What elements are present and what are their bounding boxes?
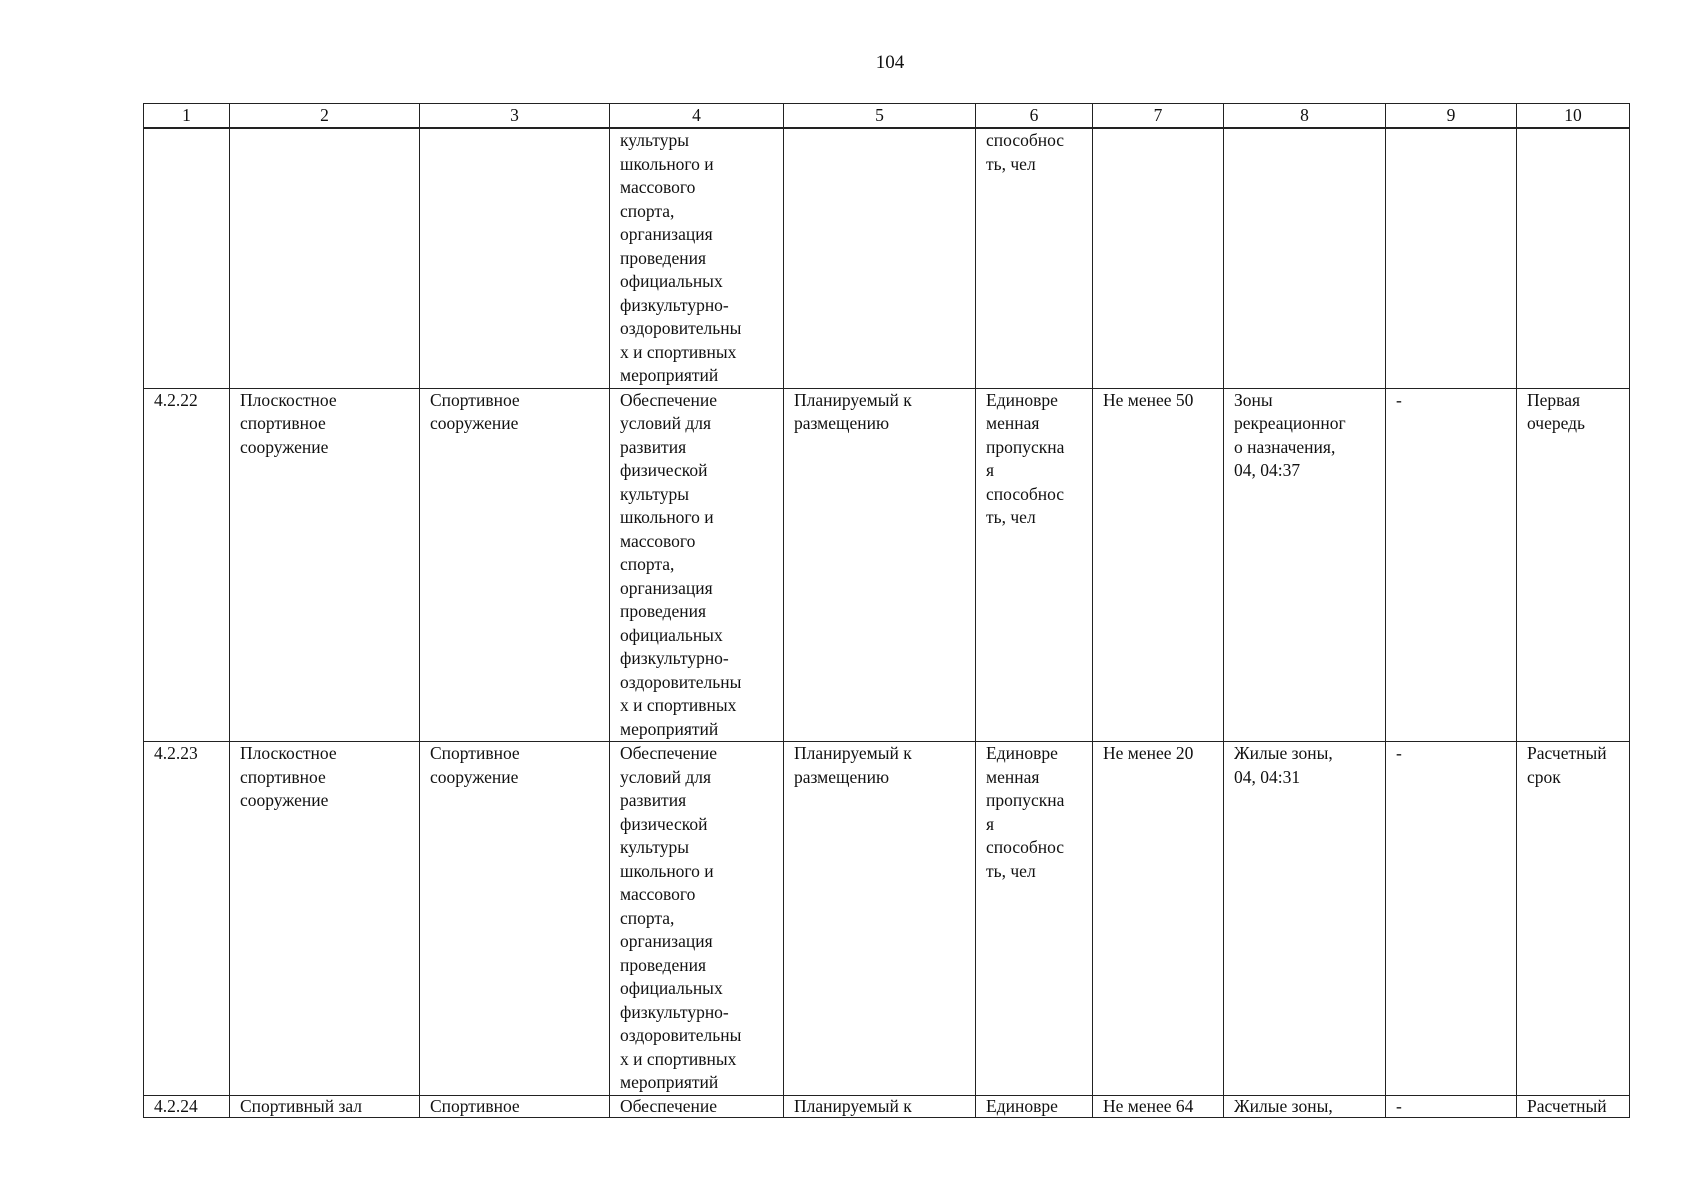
- cell-line: Расчетный: [1527, 1095, 1607, 1116]
- cell-line: проведения: [620, 954, 707, 975]
- cell-line: организация: [620, 931, 713, 951]
- cell-line: -: [1396, 743, 1402, 763]
- cell-line: школьного и: [620, 860, 714, 881]
- cell-line: мероприятий: [620, 365, 719, 385]
- cell-line: пропускна: [986, 790, 1065, 810]
- cell-line: спорта,: [620, 907, 675, 928]
- cell-empty: [1517, 128, 1630, 388]
- cell-line: Спортивное: [430, 389, 520, 410]
- cell-stage: [1517, 388, 1630, 742]
- table-row: [144, 388, 1630, 742]
- cell-line: сооружение: [430, 766, 519, 787]
- cell-line: -: [1396, 1095, 1402, 1116]
- column-number: 10: [1517, 104, 1630, 129]
- cell-line: рекреационног: [1234, 413, 1346, 433]
- cell-line: Спортивное: [430, 743, 520, 763]
- cell-type: [420, 742, 610, 1096]
- page-number: 104: [875, 52, 905, 73]
- cell-line: культуры: [620, 130, 689, 150]
- cell-status: [784, 742, 976, 1096]
- continuation-row: [144, 128, 1630, 388]
- cell-line: Спортивный зал: [240, 1095, 363, 1116]
- cell-zone: [1224, 388, 1386, 742]
- cell-col9: [1386, 1095, 1517, 1117]
- cell-line: официальных: [620, 624, 723, 645]
- cell-line: организация: [620, 577, 713, 598]
- cell-line: официальных: [620, 978, 723, 998]
- cell-line: менная: [986, 413, 1040, 433]
- cell-empty: [1093, 128, 1224, 388]
- cell-line: Планируемый к: [794, 1095, 912, 1116]
- column-number: 4: [610, 104, 784, 129]
- cell-line: официальных: [620, 271, 723, 291]
- cell-line: Единовре: [986, 743, 1058, 763]
- cell-value: [1093, 742, 1224, 1096]
- cell-line: размещению: [794, 766, 890, 787]
- cell-purpose: [610, 128, 784, 388]
- cell-line: ть, чел: [986, 860, 1036, 881]
- cell-line: ть, чел: [986, 507, 1036, 527]
- cell-line: о назначения,: [1234, 436, 1336, 457]
- cell-line: я: [986, 813, 995, 834]
- cell-line: оздоровительны: [620, 1025, 742, 1045]
- cell-number: 4.2.23: [144, 742, 230, 1096]
- cell-line: Планируемый к: [794, 743, 912, 763]
- cell-line: развития: [620, 436, 687, 457]
- cell-line: физкультурно-: [620, 1001, 729, 1022]
- cell-line: массового: [620, 177, 696, 197]
- cell-empty: [144, 128, 230, 388]
- cell-line: 04, 04:37: [1234, 460, 1301, 480]
- cell-line: Обеспечение: [620, 743, 718, 763]
- cell-line: Зоны: [1234, 389, 1273, 410]
- column-number: 2: [230, 104, 420, 129]
- cell-line: способнос: [986, 483, 1065, 504]
- cell-line: способнос: [986, 130, 1065, 150]
- cell-name: [230, 1095, 420, 1117]
- cell-line: менная: [986, 766, 1040, 787]
- cell-line: способнос: [986, 837, 1065, 857]
- column-number: 3: [420, 104, 610, 129]
- cell-line: развития: [620, 790, 687, 810]
- cell-line: Единовре: [986, 389, 1058, 410]
- cell-line: массового: [620, 530, 696, 551]
- cell-line: Спортивное: [430, 1095, 520, 1116]
- cell-characteristic: [976, 128, 1093, 388]
- cell-characteristic: [976, 388, 1093, 742]
- cell-status: [784, 1095, 976, 1117]
- cell-line: культуры: [620, 483, 689, 504]
- cell-line: ть, чел: [986, 153, 1036, 174]
- cell-line: Не менее 50: [1103, 389, 1194, 410]
- cell-line: Первая: [1527, 389, 1581, 410]
- column-number-row: [144, 104, 1630, 129]
- cell-empty: [1224, 128, 1386, 388]
- cell-line: Обеспечение: [620, 389, 718, 410]
- cell-line: школьного и: [620, 153, 714, 174]
- cell-line: физической: [620, 460, 708, 480]
- cell-line: я: [986, 460, 995, 480]
- cell-line: культуры: [620, 837, 689, 857]
- cell-line: Жилые зоны,: [1234, 1095, 1333, 1116]
- cell-line: Планируемый к: [794, 389, 912, 410]
- cell-line: условий для: [620, 413, 712, 433]
- cell-purpose: [610, 1095, 784, 1117]
- cell-purpose: [610, 388, 784, 742]
- cell-empty: [784, 128, 976, 388]
- cell-line: Не менее 20: [1103, 743, 1194, 763]
- column-number: 8: [1224, 104, 1386, 129]
- column-number: 7: [1093, 104, 1224, 129]
- cell-col9: [1386, 388, 1517, 742]
- cell-line: х и спортивных: [620, 695, 737, 715]
- cell-line: сооружение: [240, 436, 329, 457]
- cell-line: Расчетный: [1527, 743, 1607, 763]
- cell-line: очередь: [1527, 413, 1586, 433]
- cell-name: [230, 742, 420, 1096]
- cell-line: спортивное: [240, 766, 326, 787]
- cell-line: спортивное: [240, 413, 326, 433]
- cell-name: [230, 388, 420, 742]
- cell-empty: [1386, 128, 1517, 388]
- cell-line: Жилые зоны,: [1234, 743, 1333, 763]
- cell-line: спорта,: [620, 200, 675, 221]
- cell-line: -: [1396, 389, 1402, 410]
- cell-line: физкультурно-: [620, 648, 729, 668]
- cell-line: Плоскостное: [240, 743, 337, 763]
- cell-line: школьного и: [620, 507, 714, 527]
- cell-line: проведения: [620, 247, 707, 268]
- cell-characteristic: [976, 742, 1093, 1096]
- cell-characteristic: [976, 1095, 1093, 1117]
- cell-col9: [1386, 742, 1517, 1096]
- cell-zone: [1224, 1095, 1386, 1117]
- cell-line: сооружение: [430, 413, 519, 433]
- cell-line: пропускна: [986, 436, 1065, 457]
- table-row: [144, 1095, 1630, 1117]
- cell-line: 04, 04:31: [1234, 766, 1301, 787]
- cell-line: срок: [1527, 766, 1561, 787]
- cell-line: физкультурно-: [620, 294, 729, 315]
- cell-number: 4.2.22: [144, 388, 230, 742]
- cell-purpose: [610, 742, 784, 1096]
- cell-line: Не менее 64: [1103, 1095, 1194, 1116]
- column-number: 5: [784, 104, 976, 129]
- objects-table: [143, 103, 1630, 1118]
- cell-line: оздоровительны: [620, 671, 742, 692]
- cell-line: проведения: [620, 601, 707, 621]
- cell-line: оздоровительны: [620, 318, 742, 338]
- cell-stage: [1517, 742, 1630, 1096]
- cell-line: массового: [620, 884, 696, 904]
- cell-line: организация: [620, 224, 713, 244]
- table-row: [144, 742, 1630, 1096]
- cell-value: [1093, 388, 1224, 742]
- cell-line: х и спортивных: [620, 1048, 737, 1069]
- cell-line: х и спортивных: [620, 341, 737, 362]
- cell-type: [420, 388, 610, 742]
- cell-line: размещению: [794, 413, 890, 433]
- cell-line: мероприятий: [620, 1072, 719, 1092]
- cell-zone: [1224, 742, 1386, 1096]
- cell-number: 4.2.24: [144, 1095, 230, 1117]
- cell-stage: [1517, 1095, 1630, 1117]
- cell-type: [420, 1095, 610, 1117]
- cell-empty: [230, 128, 420, 388]
- column-number: 6: [976, 104, 1093, 129]
- column-number: 9: [1386, 104, 1517, 129]
- cell-line: Единовре: [986, 1095, 1058, 1116]
- cell-value: [1093, 1095, 1224, 1117]
- cell-line: физической: [620, 813, 708, 834]
- cell-line: Обеспечение: [620, 1095, 718, 1116]
- cell-line: сооружение: [240, 790, 329, 810]
- cell-empty: [420, 128, 610, 388]
- cell-line: Плоскостное: [240, 389, 337, 410]
- cell-line: условий для: [620, 766, 712, 787]
- cell-line: мероприятий: [620, 718, 719, 739]
- cell-line: спорта,: [620, 554, 675, 574]
- cell-status: [784, 388, 976, 742]
- column-number: 1: [144, 104, 230, 129]
